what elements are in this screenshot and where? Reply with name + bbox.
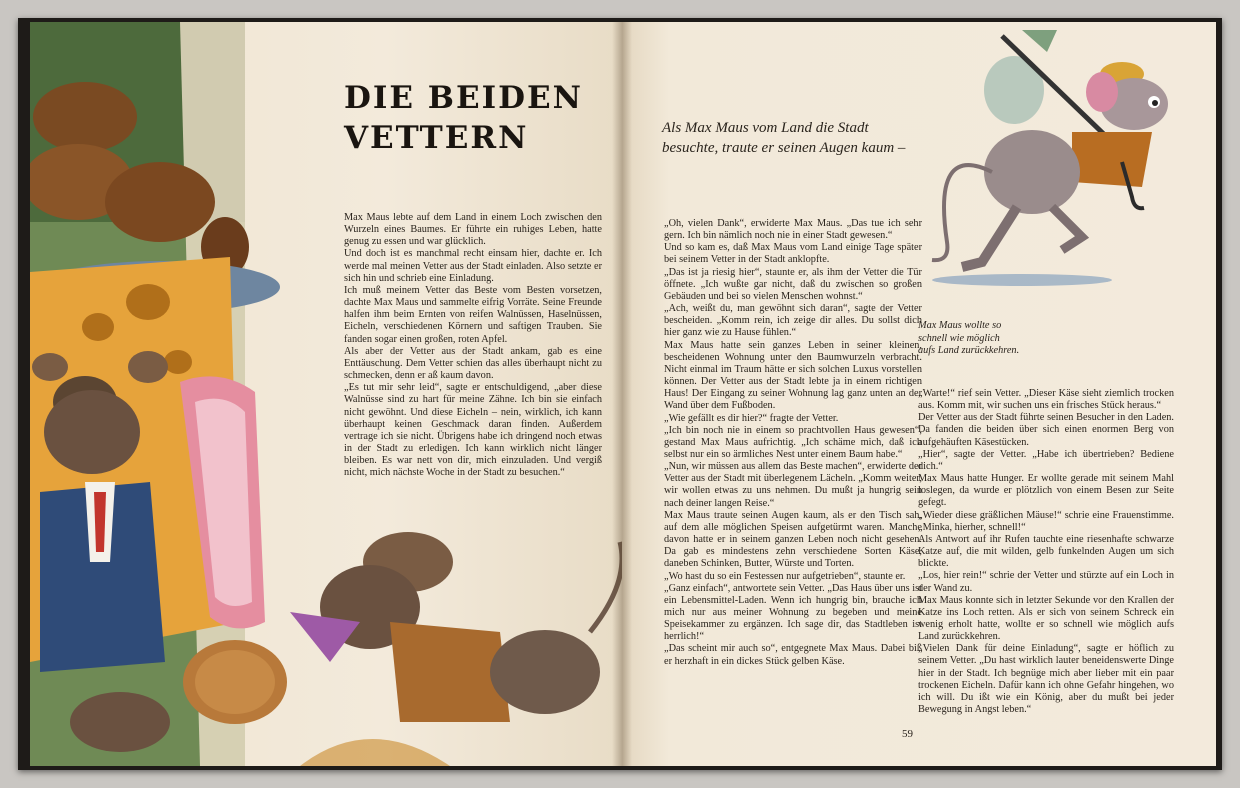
title-line-2: VETTERN bbox=[344, 120, 529, 156]
running-mouse-illustration bbox=[922, 22, 1212, 302]
title-line-1: DIE BEIDEN bbox=[344, 80, 583, 116]
paragraph: Als aber der Vetter aus der Stadt ankam, gab es eine Enttäuschung. Dem Vetter schien das alles überhaupt nicht zu schmecken, denn er aß kaum davon. bbox=[344, 345, 602, 382]
intro-text: Als Max Maus vom Land die Stadt besuchte, traute er seinen Augen kaum – bbox=[662, 120, 906, 156]
paragraph: Der Vetter aus der Stadt führte seinen Besucher in den Laden. Da fanden die beiden über sich einen enormen Berg von aufgehäuften Käsestücken. bbox=[918, 412, 1174, 448]
paragraph: „Los, hier rein!“ schrie der Vetter und stürzte auf ein Loch in der Wand zu. bbox=[918, 570, 1174, 594]
paragraph: „Wieder diese gräßlichen Mäuse!“ schrie eine Frauenstimme. „Minka, hierher, schnell!“ bbox=[918, 509, 1174, 533]
paragraph: „Warte!“ rief sein Vetter. „Dieser Käse sieht ziemlich trocken aus. Komm mit, wir suchen uns ein frisches Stück heraus.“ bbox=[918, 388, 1174, 412]
paragraph: Max Maus lebte auf dem Land in einem Loch zwischen den Wurzeln eines Baumes. Er führte ein ruhiges Leben, hatte genug zu essen und war glücklich. bbox=[344, 212, 602, 248]
caption-line: Max Maus wollte so bbox=[918, 320, 1002, 331]
left-page bbox=[30, 22, 622, 766]
paragraph: „Hier“, sagte der Vetter. „Habe ich übertrieben? Bediene dich.“ bbox=[918, 448, 1174, 472]
caption-line: aufs Land zurückkehren. bbox=[918, 345, 1020, 356]
paragraph: Und so kam es, daß Max Maus vom Land einige Tage später bei seinem Vetter in der Stadt anklopfte. bbox=[664, 242, 922, 266]
paragraph: Max Maus hatte Hunger. Er wollte gerade mit seinem Mahl loslegen, da wurde er plötzlich von einem Besen zur Seite gefegt. bbox=[918, 473, 1174, 509]
caption-line: schnell wie möglich bbox=[918, 332, 1000, 344]
page-number: 59 bbox=[902, 728, 913, 740]
paragraph: Max Maus hatte sein ganzes Leben in seiner kleinen, bescheidenen Wohnung unter den Baumwurzeln verbracht. Nicht einmal im Traum hätte er sich solchen Luxus vorstellen können. Der Vetter aus der Stadt lebte ja in einem richtigen Haus! Der Eingang zu seiner Wohnung lag ganz unten an der Wand über dem Fußboden. bbox=[664, 339, 922, 412]
paragraph: „Vielen Dank für deine Einladung“, sagte er höflich zu seinem Vetter. „Du hast wirklich lauter beneidenswerte Dinge hier in der Stadt. Ich begnüge mich aber lieber mit ein paar trockenen Eicheln. Dafür kann ich ohne Gefahr hingehen, wo ich will. Du ißt wie ein König, aber du mußt bei jeder Bewegung in Angst leben.“ bbox=[918, 643, 1174, 716]
middle-text-column bbox=[664, 218, 922, 668]
paragraph: „Nun, wir müssen aus allem das Beste machen“, erwiderte der Vetter aus der Stadt mit überlegenem Lächeln. „Komm weiter, wir wollen etwas zu uns nehmen. Du mußt ja hungrig sein nach deiner langen Reise.“ bbox=[664, 461, 922, 509]
paragraph: „Oh, vielen Dank“, erwiderte Max Maus. „Das tue ich sehr gern. Ich bin nämlich noch nie in einer Stadt gewesen.“ bbox=[664, 218, 922, 242]
paragraph: Max Maus traute seinen Augen kaum, als er den Tisch sah, auf dem alle möglichen Speisen aufgetürmt waren. Manche davon hatte er in seinem ganzen Leben noch nicht gesehen. Da gab es mindestens zehn verschiedene Sorten Käse, daneben Schinken, Butter, Würste und Torten. bbox=[664, 509, 922, 570]
paragraph: Und doch ist es manchmal recht einsam hier, dachte er. Ich werde mal meinen Vetter aus der Stadt einladen. Also setzte er sich hin und schrieb eine Einladung. bbox=[344, 248, 602, 284]
paragraph: Ich muß meinem Vetter das Beste vom Besten vorsetzen, dachte Max Maus und sammelte eifrig Vorräte. Seine Freunde halfen ihm beim Ernten von reifen Walnüssen, Haselnüssen, Eicheln, verschiedenen Körnern und saftigen Trauben. Sie fanden sogar einen großen, roten Apfel. bbox=[344, 284, 602, 345]
story-title bbox=[344, 78, 583, 158]
paragraph: „Das scheint mir auch so“, entgegnete Max Maus. Dabei biß er herzhaft in ein dickes Stück gelben Käse. bbox=[664, 643, 922, 667]
paragraph: „Das ist ja riesig hier“, staunte er, als ihm der Vetter die Tür öffnete. „Ich wußte gar nicht, daß du zwischen so großen Gebäuden und bei so vielen Menschen wohnst.“ bbox=[664, 266, 922, 302]
paragraph: Als Antwort auf ihr Rufen tauchte eine riesenhafte schwarze Katze auf, die mit wilden, gelb funkelnden Augen um sich blickte. bbox=[918, 533, 1174, 570]
right-page bbox=[622, 22, 1216, 766]
left-text-column bbox=[344, 212, 602, 479]
paragraph: „Wie gefällt es dir hier?“ fragte der Vetter. bbox=[664, 412, 839, 424]
paragraph: „Ganz einfach“, antwortete sein Vetter. „Das Haus über uns ist ein Lebensmittel-Laden. Wenn ich hungrig bin, brauche ich mich nur aus meiner Wohnung zu begeben und meine Speisekammer zu ergänzen. Ich sage dir, das Stadtleben ist herrlich!“ bbox=[664, 582, 922, 643]
right-text-column bbox=[918, 388, 1174, 716]
paragraph: „Wo hast du so ein Festessen nur aufgetrieben“, staunte er. bbox=[664, 570, 906, 582]
paragraph: „Ach, weißt du, man gewöhnt sich daran“, sagte der Vetter bescheiden. „Komm rein, ich zeige dir alles. Du sollst dich hier ganz wie zu Hause fühlen.“ bbox=[664, 303, 922, 339]
paragraph: „Es tut mir sehr leid“, sagte er entschuldigend, „aber diese Walnüsse sind zu hart für meine Zähne. Ich bin sie einfach nicht gewöhnt. Und diese Eicheln – nein, wirklich, ich kann überhaupt keinen Geschmack daran finden. Außerdem vertrage ich sie nicht. Übrigens habe ich dringend noch etwas in der Stadt zu erledigen. Ich kann wirklich nicht länger bleiben. Es war nett von dir, mich einzuladen. Und vergiß nicht, mich nächste Woche in der Stadt zu besuchen.“ bbox=[344, 382, 602, 479]
illustration-caption bbox=[918, 320, 1048, 358]
paragraph: „Ich bin noch nie in einem so prachtvollen Haus gewesen“, gestand Max Maus aufrichtig. „Ich schäme mich, daß ich selbst nur ein so ärmliches Nest unter einem Baum habe.“ bbox=[664, 424, 922, 460]
book-gutter bbox=[612, 22, 632, 766]
paragraph: Max Maus konnte sich in letzter Sekunde vor den Krallen der Katze ins Loch retten. Als er sich von seinem Schreck ein wenig erholt hatte, wollte er so schnell wie möglich aufs Land zurückkehren. bbox=[918, 594, 1174, 643]
